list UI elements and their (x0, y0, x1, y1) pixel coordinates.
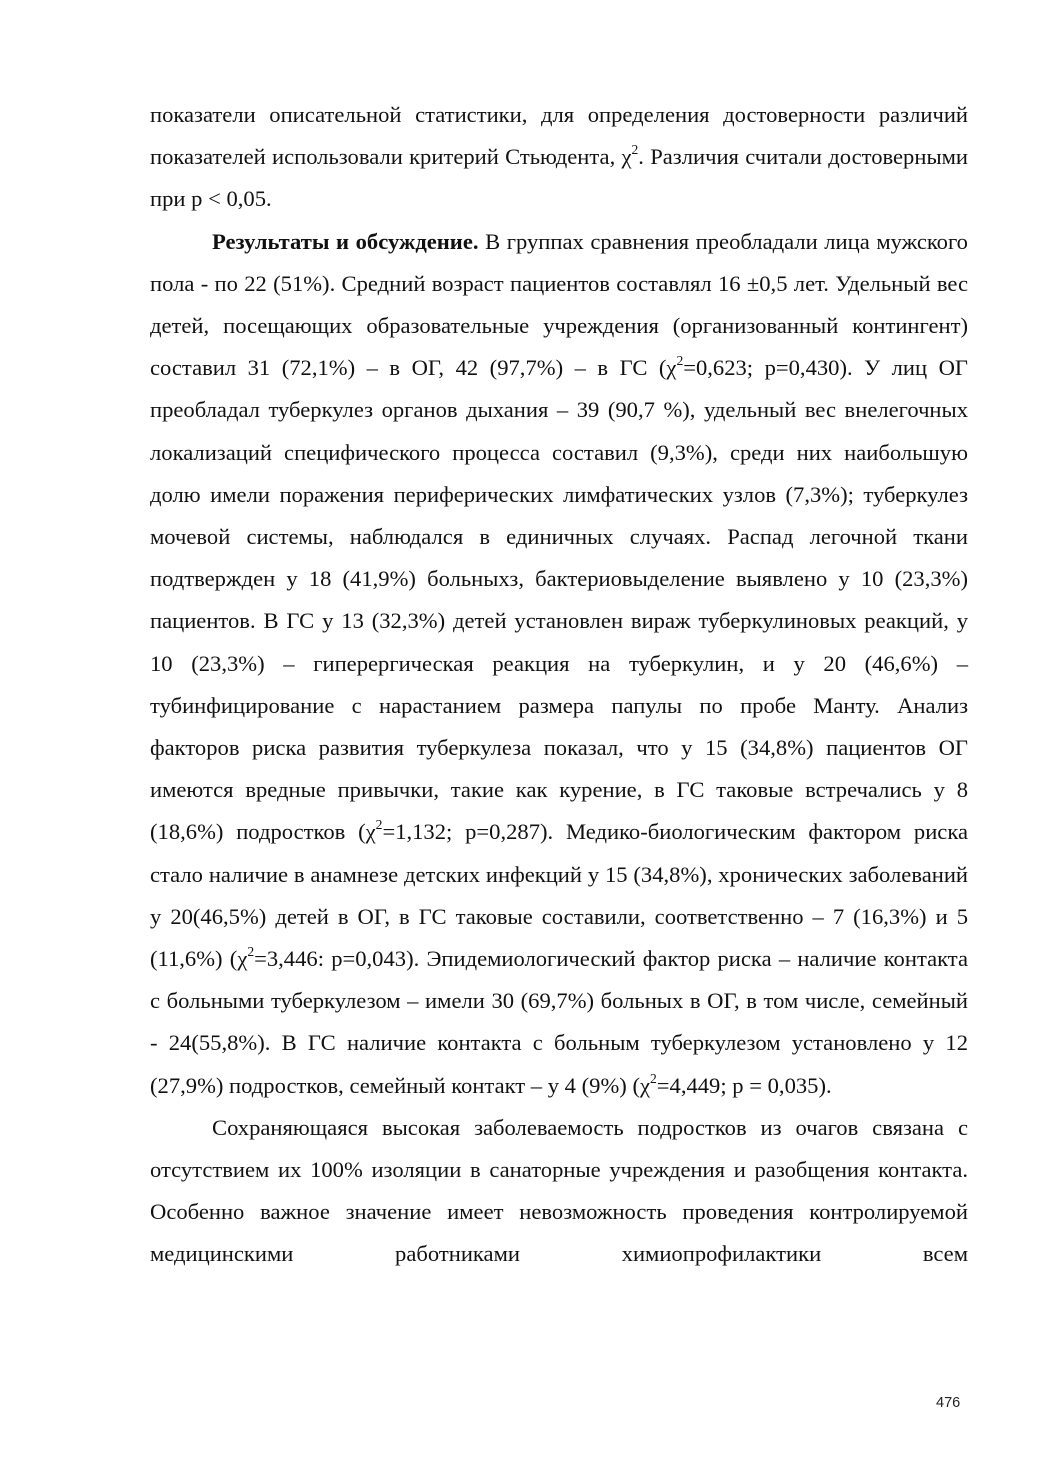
text-run: Сохраняющаяся высокая заболеваемость подростков из очагов связана с отсутствием их 100% изоляции в санаторные учреждения и разобщения контакта. Особенно важное значение имеет невозможность проведения контролируемой медицинскими работниками химиопрофилактики всем (150, 1114, 968, 1267)
paragraph-methods-end (150, 94, 968, 221)
section-heading: Результаты и обсуждение. (212, 228, 479, 254)
superscript: 2 (375, 817, 383, 833)
superscript: 2 (247, 943, 255, 959)
text-run: =1,132; p=0,287). Медико-биологическим фактором риска стало наличие в анамнезе детских инфекций у 15 (34,8%), хронических заболеваний у 20(46,5%) детей в ОГ, в ГС таковые составили, соответственно – 7 (16,3%) и 5 (11,6%) (χ (150, 819, 968, 972)
text-run: =4,449; p = 0,035). (656, 1072, 832, 1098)
text-run: =0,623; p=0,430). У лиц ОГ преобладал туберкулез органов дыхания – 39 (90,7 %), удельный вес внелегочных локализаций специфического процесса составил (9,3%), среди них наибольшую долю имели поражения периферических лимфатических узлов (7,3%); туберкулез мочевой системы, наблюдался в единичных случаях. Распад легочной ткани подтвержден у 18 (41,9%) больныхз, бактериовыделение выявлено у 10 (23,3%) пациентов. В ГС у 13 (32,3%) детей установлен вираж туберкулиновых реакций, у 10 (23,3%) – гиперергическая реакция на туберкулин, и у 20 (46,6%) – тубинфицирование с нарастанием размера папулы по пробе Манту. Анализ факторов риска развития туберкулеза показал, что у 15 (34,8%) пациентов ОГ имеются вредные привычки, такие как курение, в ГС таковые встречались у 8 (18,6%) подростков (χ (150, 355, 968, 845)
text-run: В группах сравнения преобладали лица мужского пола - по 22 (51%). Средний возраст пациентов составлял 16 ±0,5 лет. Удельный вес детей, посещающих образовательные учреждения (организованный контингент) составил 31 (72,1%) – в ОГ, 42 (97,7%) – в ГС (χ (150, 228, 968, 381)
paragraph-results (150, 221, 968, 1107)
paragraph-discussion (150, 1107, 968, 1276)
superscript: 2 (631, 142, 639, 158)
text-run: =3,446: p=0,043). Эпидемиологический фактор риска – наличие контакта с больными туберкулезом – имели 30 (69,7%) больных в ОГ, в том числе, семейный - 24(55,8%). В ГС наличие контакта с больным туберкулезом установлено у 12 (27,9%) подростков, семейный контакт – у 4 (9%) (χ (150, 946, 968, 1098)
superscript: 2 (676, 353, 684, 369)
text-run: показатели описательной статистики, для определения достоверности различий показателей использовали критерий Стьюдента, χ (150, 102, 968, 170)
document-page (150, 94, 968, 1276)
text-run: . Различия считали достоверными при p < 0,05. (150, 144, 969, 212)
page-number: 476 (936, 1395, 961, 1411)
superscript: 2 (650, 1070, 657, 1086)
